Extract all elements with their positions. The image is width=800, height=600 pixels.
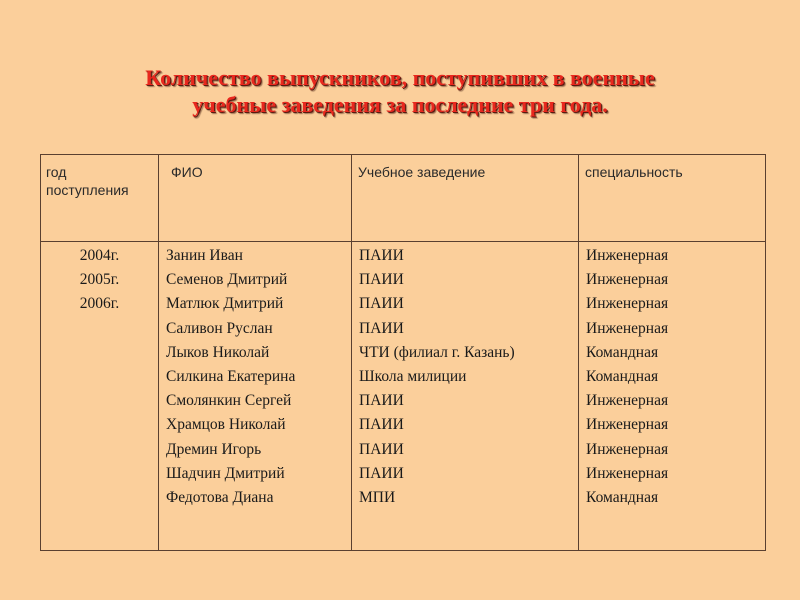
names-item: Занин Иван — [166, 247, 243, 264]
specialties-cell — [579, 242, 766, 551]
specialties-item: Командная — [586, 343, 659, 361]
names-item: Дремин Игорь — [166, 440, 262, 458]
names-item: Храмцов Николай — [166, 416, 286, 434]
names-item: Семенов Дмитрий — [166, 271, 288, 289]
specialties-item: Инженерная — [586, 464, 669, 482]
years-item: 2006г. — [79, 295, 120, 313]
specialties-item: Инженерная — [586, 392, 669, 410]
names-item: Смолянкин Сергей — [166, 392, 292, 410]
schools-item: МПИ — [359, 489, 396, 507]
years-item: 2005г. — [79, 271, 120, 289]
years-cell — [41, 242, 159, 551]
specialties-item: Инженерная — [586, 416, 669, 434]
names-cell — [159, 242, 352, 551]
schools-item: ПАИИ — [359, 416, 404, 434]
header-year: год поступления — [41, 155, 159, 242]
names-item: Силкина Екатерина — [166, 368, 296, 386]
table-header-row — [41, 155, 766, 242]
schools-item: ПАИИ — [359, 464, 404, 482]
specialties-item: Инженерная — [586, 319, 669, 337]
specialties-item: Инженерная — [586, 271, 669, 289]
schools-cell — [352, 242, 579, 551]
names-item: Матлюк Дмитрий — [166, 295, 284, 313]
years-item: 2004г. — [79, 247, 120, 264]
schools-item: Школа милиции — [359, 368, 467, 386]
schools-item: ПАИИ — [359, 319, 404, 337]
header-fio: ФИО — [159, 155, 352, 242]
schools-item: ПАИИ — [359, 271, 404, 289]
header-school: Учебное заведение — [352, 155, 579, 242]
specialties-item: Инженерная — [586, 247, 669, 264]
specialties-item: Инженерная — [586, 440, 669, 458]
table-row — [41, 242, 766, 551]
graduates-table — [40, 154, 766, 551]
names-item: Шадчин Дмитрий — [166, 464, 285, 482]
schools-item: ПАИИ — [359, 440, 404, 458]
slide-title-line-1: Количество выпускников, поступивших в военные — [145, 65, 655, 90]
names-item: Федотова Диана — [166, 489, 274, 507]
slide-title-line-2: учебные заведения за последние три года. — [192, 92, 608, 117]
slide-title — [40, 64, 760, 118]
header-specialty: специальность — [579, 155, 766, 242]
schools-item: ПАИИ — [359, 295, 404, 313]
specialties-item: Командная — [586, 489, 659, 507]
schools-item: ПАИИ — [359, 392, 404, 410]
names-item: Лыков Николай — [166, 343, 270, 361]
specialties-item: Командная — [586, 368, 659, 386]
schools-item: ЧТИ (филиал г. Казань) — [359, 343, 515, 361]
specialties-item: Инженерная — [586, 295, 669, 313]
schools-item: ПАИИ — [359, 247, 404, 264]
names-item: Саливон Руслан — [166, 319, 273, 337]
